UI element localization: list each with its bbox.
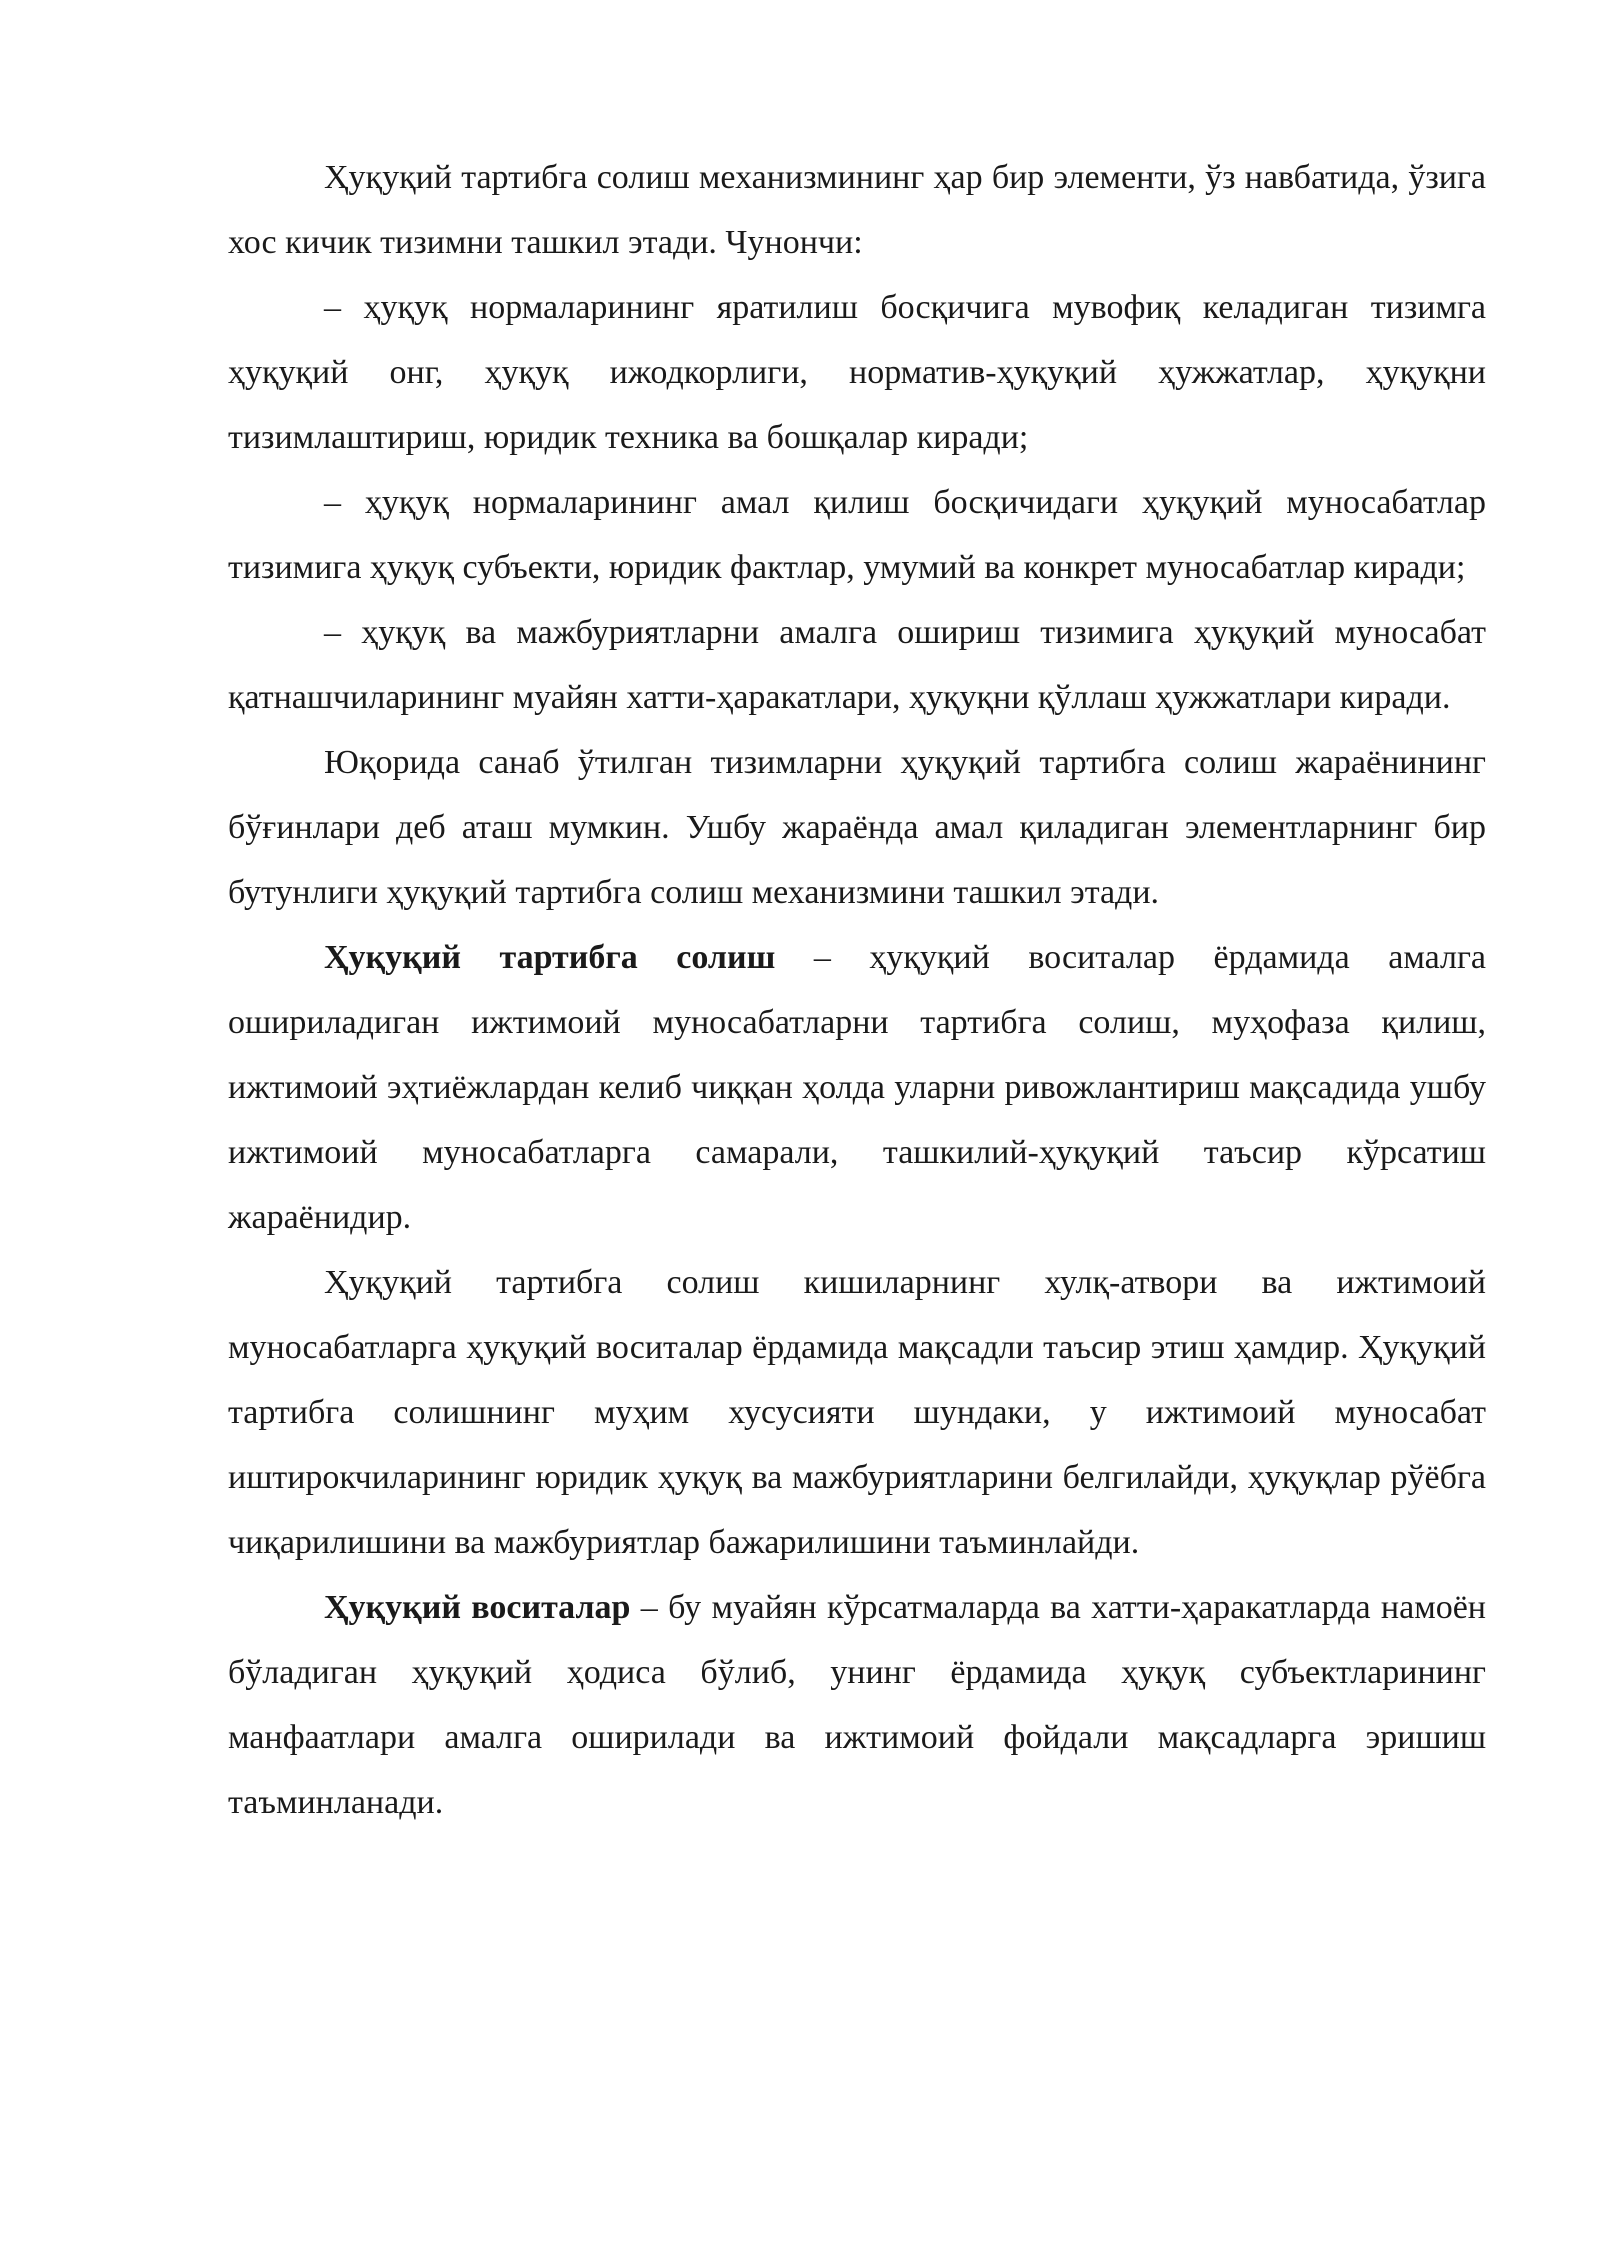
list-item-text: – ҳуқуқ ва мажбуриятларни амалга ошириш тизимига ҳуқуқий муносабат қатнашчиларининг муайян хатти-ҳаракатлари, ҳуқуқни қўллаш ҳужжатлари киради. (228, 614, 1486, 716)
paragraph-text: Юқорида санаб ўтилган тизимларни ҳуқуқий тартибга солиш жараёнининг бўғинлари деб аташ мумкин. Ушбу жараёнда амал қиладиган элементларнинг бир бутунлиги ҳуқуқий тартибга солиш механизмини ташкил этади. (228, 744, 1486, 911)
paragraph-regulation-features (228, 1250, 1486, 1575)
paragraph-definition-means (228, 1575, 1486, 1835)
paragraph-definition-regulation (228, 925, 1486, 1250)
list-item-text: – ҳуқуқ нормаларининг амал қилиш босқичидаги ҳуқуқий муносабатлар тизимига ҳуқуқ субъекти, юридик фактлар, умумий ва конкрет муносабатлар киради; (228, 484, 1486, 586)
list-item-text: – ҳуқуқ нормаларининг яратилиш босқичига мувофиқ келадиган тизимга ҳуқуқий онг, ҳуқуқ ижодкорлиги, норматив-ҳуқуқий ҳужжатлар, ҳуқуқни тизимлаштириш, юридик техника ва бошқалар киради; (228, 289, 1486, 456)
paragraph-text: Ҳуқуқий тартибга солиш кишиларнинг хулқ-атвори ва ижтимоий муносабатларга ҳуқуқий воситалар ёрдамида мақсадли таъсир этиш ҳамдир. Ҳуқуқий тартибга солишнинг муҳим хусусияти шундаки, у ижтимоий муносабат иштирокчиларининг юридик ҳуқуқ ва мажбуриятларини белгилайди, ҳуқуқлар рўёбга чиқарилишини ва мажбуриятлар бажарилишини таъминлайди. (228, 1264, 1486, 1561)
paragraph-process-links (228, 730, 1486, 925)
definition-text: – ҳуқуқий воситалар ёрдамида амалга ошириладиган ижтимоий муносабатларни тартибга солиш, муҳофаза қилиш, ижтимоий эҳтиёжлардан келиб чиққан ҳолда уларни ривожлантириш мақсадида ушбу ижтимоий муносабатларга самарали, ташкилий-ҳуқуқий таъсир кўрсатиш жараёнидир. (228, 939, 1486, 1236)
list-item-rights-realization (228, 600, 1486, 730)
list-item-norm-operation (228, 470, 1486, 600)
paragraph-text: Ҳуқуқий тартибга солиш механизмининг ҳар бир элементи, ўз навбатида, ўзига хос кичик тизимни ташкил этади. Чунончи: (228, 159, 1486, 261)
document-page (228, 145, 1486, 1835)
list-item-norm-creation (228, 275, 1486, 470)
defined-term: Ҳуқуқий воситалар (324, 1589, 631, 1626)
definition-text: – бу муайян кўрсатмаларда ва хатти-ҳаракатларда намоён бўладиган ҳуқуқий ҳодиса бўлиб, унинг ёрдамида ҳуқуқ субъектларининг манфаатлари амалга оширилади ва ижтимоий фойдали мақсадларга эришиш таъминланади. (228, 1589, 1486, 1821)
paragraph-mechanism-elements (228, 145, 1486, 275)
defined-term: Ҳуқуқий тартибга солиш (324, 939, 776, 976)
